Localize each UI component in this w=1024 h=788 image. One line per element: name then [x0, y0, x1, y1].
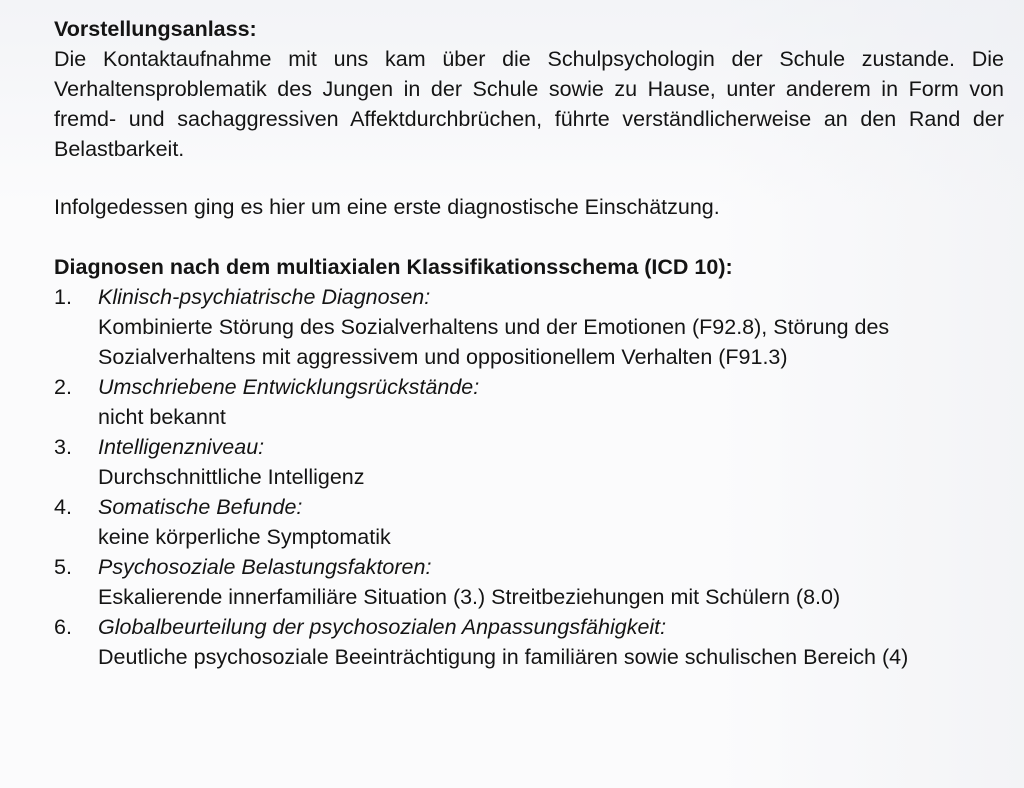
- diagnosis-detail: nicht bekannt: [98, 405, 226, 429]
- diagnosis-detail: Eskalierende innerfamiliäre Situation (3.) Streitbeziehungen mit Schülern (8.0): [98, 585, 841, 609]
- diagnosis-list: [54, 282, 1004, 672]
- diagnosis-category: Intelligenzniveau:: [98, 435, 265, 459]
- diagnosis-category: Somatische Befunde:: [98, 495, 303, 519]
- diagnosis-item: [54, 282, 1004, 372]
- diagnosis-detail: Durchschnittliche Intelligenz: [98, 465, 365, 489]
- diagnosis-item: [54, 372, 1004, 432]
- diagnosis-detail: Kombinierte Störung des Sozialverhaltens und der Emotionen (F92.8), Störung des Sozialverhaltens mit aggressivem und oppositionellem Verhalten (F91.3): [98, 315, 890, 369]
- diagnosis-category: Globalbeurteilung der psychosozialen Anpassungsfähigkeit:: [98, 615, 667, 639]
- paragraph-kontaktaufnahme: Die Kontaktaufnahme mit uns kam über die Schulpsychologin der Schule zustande. Die Verhaltensproblematik des Jungen in der Schule sowie zu Hause, unter anderem in Form von fremd- und sachaggressiven Affektdurchbrüchen, führte verständlicherweise an den Rand der Belastbarkeit.: [54, 47, 1004, 161]
- diagnosis-category: Klinisch-psychiatrische Diagnosen:: [98, 285, 431, 309]
- diagnosis-item: [54, 492, 1004, 552]
- diagnosis-item: [54, 612, 1004, 672]
- diagnosis-number: 5.: [54, 555, 72, 579]
- document-body: [54, 14, 1004, 672]
- diagnosis-item: [54, 432, 1004, 492]
- diagnosis-number: 4.: [54, 495, 72, 519]
- diagnosis-category: Umschriebene Entwicklungsrückstände:: [98, 375, 480, 399]
- section-heading-diagnosen: Diagnosen nach dem multiaxialen Klassifikationsschema (ICD 10):: [54, 255, 733, 279]
- section-heading-vorstellungsanlass: Vorstellungsanlass:: [54, 17, 257, 41]
- diagnosis-item: [54, 552, 1004, 612]
- diagnosis-category: Psychosoziale Belastungsfaktoren:: [98, 555, 432, 579]
- diagnosis-number: 1.: [54, 285, 72, 309]
- diagnosis-number: 6.: [54, 615, 72, 639]
- diagnosis-number: 3.: [54, 435, 72, 459]
- diagnosis-detail: keine körperliche Symptomatik: [98, 525, 391, 549]
- diagnosis-number: 2.: [54, 375, 72, 399]
- diagnosis-detail: Deutliche psychosoziale Beeinträchtigung in familiären sowie schulischen Bereich (4): [98, 645, 909, 669]
- paragraph-einschaetzung: Infolgedessen ging es hier um eine erste diagnostische Einschätzung.: [54, 195, 720, 219]
